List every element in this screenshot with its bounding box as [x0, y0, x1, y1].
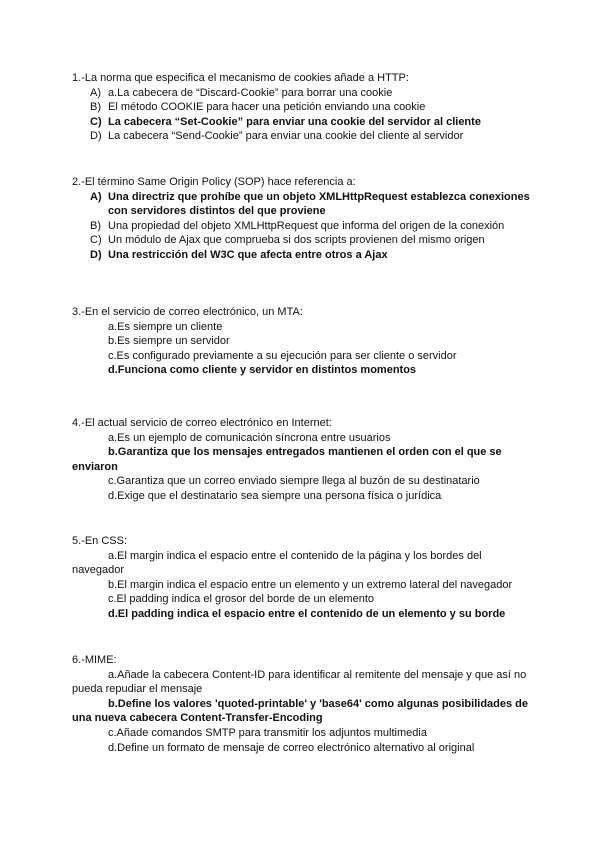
question-title: 6.-MIME: [72, 654, 117, 666]
answer-option: a.Es un ejemplo de comunicación síncrona entre usuarios [108, 431, 391, 444]
question-3 [72, 305, 532, 378]
question-title: 4.-El actual servicio de correo electrónico en Internet: [72, 417, 332, 429]
option-text: La cabecera “Set-Cookie” para enviar una cookie del servidor al cliente [108, 115, 481, 128]
question-title: 2.-El término Same Origin Policy (SOP) hace referencia a: [72, 176, 356, 188]
answer-option: b.Garantiza que los mensajes entregados mantienen el orden con el que se enviaron [72, 446, 502, 473]
option-text: Una propiedad del objeto XMLHttpRequest que informa del origen de la conexión [108, 219, 505, 232]
answer-option: c.Garantiza que un correo enviado siempre llega al buzón de su destinatario [108, 475, 480, 488]
answer-option: b.Define los valores 'quoted-printable' y 'base64' como algunas posibilidades de una nueva cabecera Content-Transfer-Encoding [72, 697, 529, 725]
option-letter: D) [90, 130, 102, 143]
answer-option: a.El margin indica el espacio entre el contenido de la página y los bordes del navegador [72, 549, 482, 577]
answer-option: c.El padding indica el grosor del borde de un elemento [108, 593, 375, 606]
answer-option: b.El margin indica el espacio entre un elemento y un extremo lateral del navegador [108, 578, 513, 591]
answer-option: a.Añade la cabecera Content-ID para identificar al remitente del mensaje y que así no pueda repudiar el mensaje [72, 668, 527, 696]
option-text: Una restricción del W3C que afecta entre otros a Ajax [108, 248, 388, 261]
question-title: 1.-La norma que especifica el mecanismo de cookies añade a HTTP: [72, 72, 409, 84]
option-letter: D) [90, 248, 102, 261]
answer-option: c.Añade comandos SMTP para transmitir los adjuntos multimedia [108, 726, 427, 739]
option-letter: A) [90, 86, 101, 99]
answer-option: d.El padding indica el espacio entre el contenido de un elemento y su borde [108, 607, 506, 620]
answer-option: a.Es siempre un cliente [108, 320, 223, 333]
option-text: Una directriz que prohíbe que un objeto XMLHttpRequest establezca conexiones con servidores distintos del que proviene [108, 190, 530, 218]
question-5 [72, 534, 532, 622]
question-title: 3.-En el servicio de correo electrónico, un MTA: [72, 306, 303, 318]
answer-option [90, 129, 532, 144]
option-text: Un módulo de Ajax que comprueba si dos scripts provienen del mismo origen [108, 234, 485, 247]
answer-option: b.Es siempre un servidor [108, 335, 230, 348]
option-letter: A) [90, 190, 102, 203]
option-text: a.La cabecera de “Discard-Cookie” para borrar una cookie [108, 86, 393, 99]
answer-option [90, 233, 532, 248]
option-letter: C) [90, 115, 102, 128]
question-2 [72, 175, 532, 263]
option-letter: B) [90, 219, 101, 232]
answer-option: d.Define un formato de mensaje de correo electrónico alternativo al original [108, 741, 475, 754]
answer-option [90, 100, 532, 115]
answer-option: c.Es configurado previamente a su ejecución para ser cliente o servidor [108, 349, 457, 362]
option-letter: B) [90, 101, 101, 114]
answer-option [90, 86, 532, 101]
answer-option [90, 190, 532, 219]
answer-option [90, 219, 532, 234]
answer-option: d.Funciona como cliente y servidor en distintos momentos [108, 364, 417, 377]
question-title: 5.-En CSS: [72, 535, 128, 547]
option-text: La cabecera “Send-Cookie” para enviar una cookie del cliente al servidor [108, 130, 464, 143]
answer-option [90, 248, 532, 263]
question-1 [72, 71, 532, 144]
option-letter: C) [90, 234, 102, 247]
question-4 [72, 416, 532, 504]
answer-option [90, 115, 532, 130]
option-text: El método COOKIE para hacer una petición enviando una cookie [108, 101, 426, 114]
answer-option: d.Exige que el destinatario sea siempre una persona física o jurídica [108, 489, 442, 502]
question-6 [72, 653, 532, 755]
